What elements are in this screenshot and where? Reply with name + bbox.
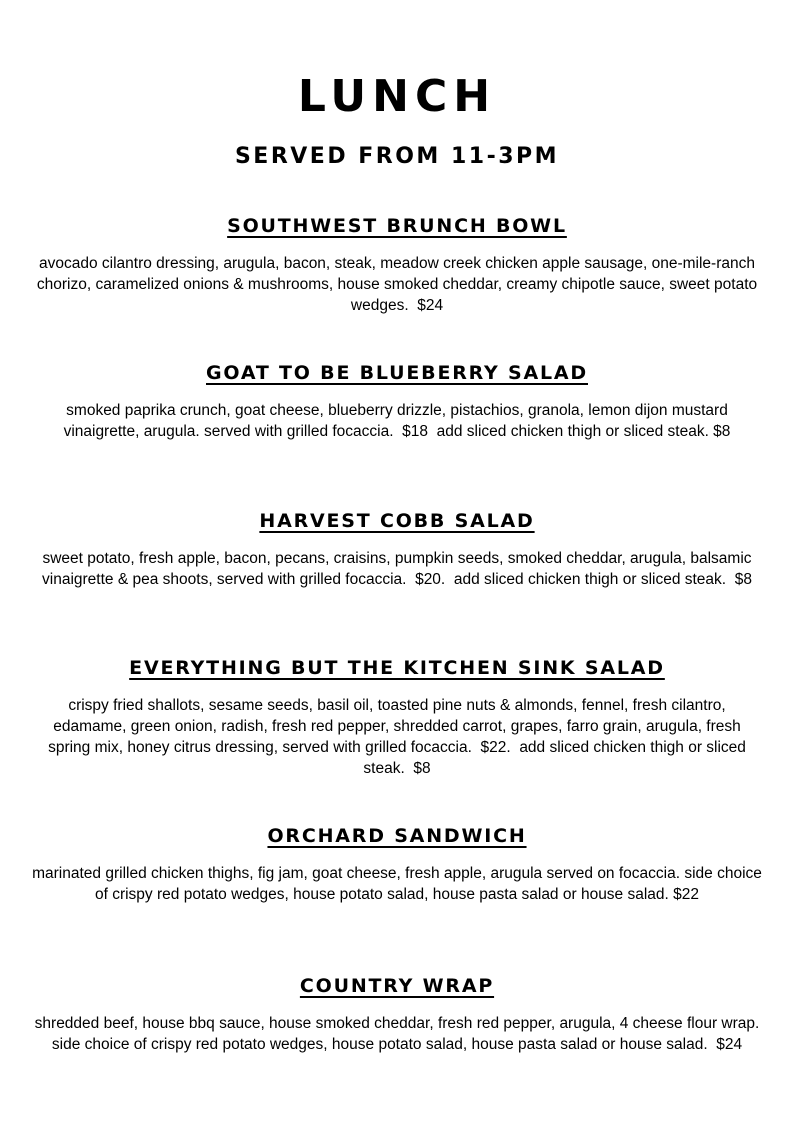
menu-item-description: smoked paprika crunch, goat cheese, blueberry drizzle, pistachios, granola, lemon dijon mustard vinaigrette, arugula. served with grilled focaccia. $18 add sliced chicken thigh or sliced steak. $8 [63, 402, 733, 440]
menu-item-description: sweet potato, fresh apple, bacon, pecans, craisins, pumpkin seeds, smoked cheddar, arugula, balsamic vinaigrette & pea shoots, served with grilled focaccia. $20. add sliced chicken thigh or sliced steak. $8 [42, 550, 756, 588]
menu-item-southwest-brunch-bowl [30, 213, 764, 316]
menu-item-name: COUNTRY WRAP [299, 975, 495, 997]
menu-item-name: ORCHARD SANDWICH [267, 825, 527, 847]
menu-item-goat-to-be-blueberry-salad [30, 360, 764, 442]
menu-item-orchard-sandwich [30, 823, 767, 905]
menu-item-country-wrap [30, 973, 768, 1055]
menu-item-description: shredded beef, house bbq sauce, house smoked cheddar, fresh red pepper, arugula, 4 cheese flour wrap. side choice of crispy red potato wedges, house potato salad, house pasta salad or house salad. $24 [34, 1015, 768, 1053]
menu-item-description: crispy fried shallots, sesame seeds, basil oil, toasted pine nuts & almonds, fennel, fresh cilantro, edamame, green onion, radish, fresh red pepper, shredded carrot, grapes, farro grain, arugula, fresh spring mix, honey citrus dressing, served with grilled focaccia. $22. add sliced chicken thigh or sliced steak. $8 [48, 697, 751, 777]
page-title: LUNCH [297, 71, 497, 123]
menu-item-name: SOUTHWEST BRUNCH BOWL [227, 215, 567, 237]
serving-hours: SERVED FROM 11-3PM [234, 144, 560, 170]
menu-item-description: marinated grilled chicken thighs, fig jam, goat cheese, fresh apple, arugula served on focaccia. side choice of crispy red potato wedges, house potato salad, house pasta salad or house salad. $22 [32, 865, 767, 903]
menu-item-description: avocado cilantro dressing, arugula, bacon, steak, meadow creek chicken apple sausage, one-mile-ranch chorizo, caramelized onions & mushrooms, house smoked cheddar, creamy chipotle sauce, sweet potato wedges. $24 [36, 255, 762, 314]
menu-item-name: GOAT TO BE BLUEBERRY SALAD [206, 362, 588, 384]
menu-item-name: HARVEST COBB SALAD [259, 510, 535, 532]
menu-item-harvest-cobb-salad [30, 508, 764, 590]
menu-item-name: EVERYTHING BUT THE KITCHEN SINK SALAD [129, 657, 665, 679]
menu-item-everything-but-the-kitchen-sink-salad [30, 655, 764, 779]
